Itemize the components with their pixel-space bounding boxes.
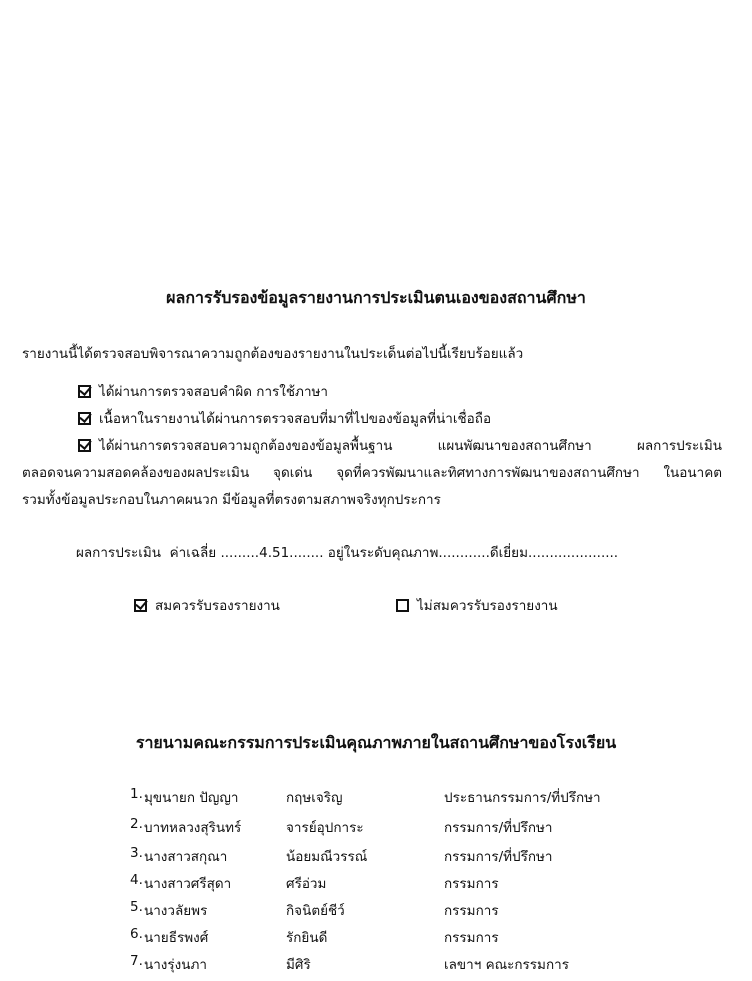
certification-title: ผลการรับรองข้อมูลรายงานการประเมินตนเองของสถานศึกษา <box>166 288 586 307</box>
check-item-spelling: ได้ผ่านการตรวจสอบคำผิด การใช้ภาษา <box>78 380 328 402</box>
reject-option[interactable]: ไม่สมควรรับรองรายงาน <box>396 594 558 616</box>
check-item-accuracy-line3: รวมทั้งข้อมูลประกอบในภาคผนวก มีข้อมูลที่ตรงตามสภาพจริงทุกประการ <box>22 492 441 508</box>
intro-text: รายงานนี้ได้ตรวจสอบพิจารณาความถูกต้องของรายงานในประเด็นต่อไปนี้เรียบร้อยแล้ว <box>22 346 524 362</box>
check-item-accuracy-line2: ตลอดจนความสอดคล้องของผลประเมิน จุดเด่น จุดที่ควรพัฒนาและทิศทางการพัฒนาของสถานศึกษา ในอนาคต <box>22 465 722 481</box>
approve-option[interactable]: สมควรรับรองรายงาน <box>134 594 280 616</box>
check-item-accuracy-line1: ได้ผ่านการตรวจสอบความถูกต้องของข้อมูลพื้นฐาน แผนพัฒนาของสถานศึกษา ผลการประเมิน <box>22 434 722 456</box>
checkbox-checked-icon <box>78 412 91 425</box>
assessment-result: ผลการประเมิน ค่าเฉลี่ย .........4.51........ อยู่ในระดับคุณภาพ............ดีเยี่ยม..................... <box>76 545 619 561</box>
approve-checkbox-icon[interactable] <box>134 599 147 612</box>
reject-checkbox-icon[interactable] <box>396 599 409 612</box>
checkbox-checked-icon <box>78 439 91 452</box>
checkbox-checked-icon <box>78 385 91 398</box>
check-item-sources: เนื้อหาในรายงานได้ผ่านการตรวจสอบที่มาที่ไปของข้อมูลที่น่าเชื่อถือ <box>78 407 491 429</box>
committee-title: รายนามคณะกรรมการประเมินคุณภาพภายในสถานศึกษาของโรงเรียน <box>135 733 617 752</box>
